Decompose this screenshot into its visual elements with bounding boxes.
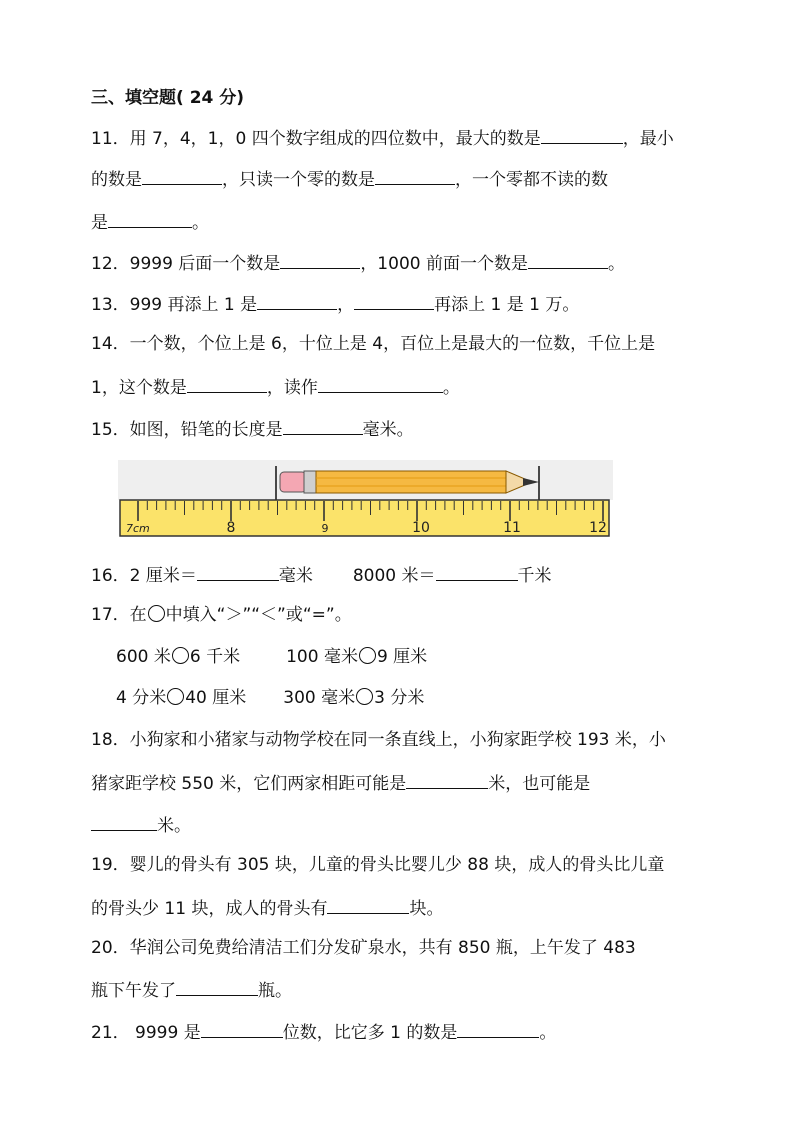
q19-text: 块。 [409,899,444,919]
q11-text: 是 [91,213,108,233]
q18-text: 猪家距学校 550 米，它们两家相距可能是 [91,774,407,794]
compare-circle[interactable] [359,647,376,664]
question-12 [91,250,625,276]
ruler-unit-label: 7cm [126,522,150,535]
question-14-line-2 [91,374,460,400]
ruler-label-9: 9 [321,522,329,535]
answer-blank[interactable] [280,250,360,269]
q13-text: ， [337,295,355,315]
answer-blank[interactable] [528,250,608,269]
answer-blank[interactable] [187,374,267,393]
answer-blank[interactable] [436,562,518,581]
question-15 [91,416,414,442]
q12-text: ，1000 前面一个数是 [360,254,528,274]
q12-text: 。 [607,254,625,274]
q17-item: 40 厘米 [185,688,247,708]
circle-icon [148,605,165,622]
q11-text: ，只读一个零的数是 [222,170,375,190]
q15-text: 15．如图，铅笔的长度是 [91,420,283,440]
q17-item: 300 毫米 [283,688,356,708]
answer-blank[interactable] [197,562,279,581]
question-13 [91,291,579,317]
q17-item: 100 毫米 [286,647,358,667]
q18-text: 米，也可能是 [488,774,591,794]
answer-blank[interactable] [201,1019,283,1038]
compare-circle[interactable] [172,647,189,664]
question-11-line-3 [91,209,209,235]
section-title: 三、填空题( 24 分) [91,88,245,108]
q16-text: 8000 米＝ [352,566,436,586]
ruler-label-8: 8 [226,520,236,536]
ruler-illustration [118,460,613,540]
q14-text: 。 [442,378,460,398]
q11-text: 11．用 7，4，1，0 四个数字组成的四位数中，最大的数是 [91,129,541,149]
question-20-line-1: 20．华润公司免费给清洁工们分发矿泉水，共有 850 瓶，上午发了 483 [91,938,636,958]
q13-text: 再添上 1 是 1 万。 [434,295,580,315]
answer-blank[interactable] [91,812,157,831]
q17-item: 6 千米 [189,647,241,667]
ruler-label-10: 10 [412,520,430,536]
q11-text: 。 [192,213,209,233]
question-19-line-1: 19．婴儿的骨头有 305 块，儿童的骨头比婴儿少 88 块，成人的骨头比儿童 [91,855,665,875]
q17-text: 中填入“＞”“＜”或“=”。 [165,605,352,625]
answer-blank[interactable] [406,770,488,789]
q21-text: 。 [539,1023,557,1043]
answer-blank[interactable] [541,125,623,144]
q18-text: 米。 [157,816,191,836]
answer-blank[interactable] [327,895,409,914]
q17-item: 9 厘米 [376,647,428,667]
answer-blank[interactable] [457,1019,539,1038]
q16-text: 毫米 [278,566,313,586]
pencil-icon [280,471,539,493]
answer-blank[interactable] [257,291,337,310]
q19-text: 的骨头少 11 块，成人的骨头有 [91,899,328,919]
question-18-line-3 [91,812,191,838]
q16-text: 千米 [517,566,552,586]
q17-item: 3 分米 [374,688,425,708]
q21-text: 21． 9999 是 [91,1023,201,1043]
q17-item: 4 分米 [116,688,167,708]
compare-circle[interactable] [167,688,184,705]
q16-text: 16．2 厘米＝ [91,566,197,586]
ruler-label-12: 12 [589,520,607,536]
question-19-line-2 [91,895,443,921]
answer-blank[interactable] [142,166,222,185]
answer-blank[interactable] [318,374,443,393]
q21-text: 位数，比它多 1 的数是 [282,1023,458,1043]
q17-item: 600 米 [116,647,171,667]
q11-text: 的数是 [91,170,142,190]
q14-text: 1，这个数是 [91,378,187,398]
answer-blank[interactable] [108,209,192,228]
answer-blank[interactable] [375,166,455,185]
q20-text: 瓶。 [258,981,292,1001]
q11-text: ，最小 [622,129,674,149]
question-16 [91,562,552,588]
question-11-line-2 [91,166,608,192]
question-18-line-2 [91,770,590,796]
q11-text: ，一个零都不读的数 [455,170,608,190]
question-14-line-1: 14．一个数，个位上是 6，十位上是 4，百位上是最大的一位数，千位上是 [91,334,656,354]
q14-text: ，读作 [266,378,318,398]
question-17 [91,603,352,627]
question-18-line-1: 18．小狗家和小猪家与动物学校在同一条直线上，小狗家距学校 193 米，小 [91,730,666,750]
ruler-figure [118,460,613,540]
compare-circle[interactable] [356,688,373,705]
q20-text: 瓶下午发了 [91,981,176,1001]
q15-text: 毫米。 [362,420,414,440]
question-17-row-1 [116,645,427,669]
question-20-line-2 [91,977,292,1003]
answer-blank[interactable] [176,977,258,996]
ruler-label-11: 11 [503,520,521,536]
q12-text: 12．9999 后面一个数是 [91,254,281,274]
q13-text: 13．999 再添上 1 是 [91,295,258,315]
question-21 [91,1019,556,1045]
answer-blank[interactable] [283,416,363,435]
question-11-line-1 [91,125,674,151]
question-17-row-2 [116,686,424,710]
q17-text: 17．在 [91,605,147,625]
answer-blank[interactable] [354,291,434,310]
